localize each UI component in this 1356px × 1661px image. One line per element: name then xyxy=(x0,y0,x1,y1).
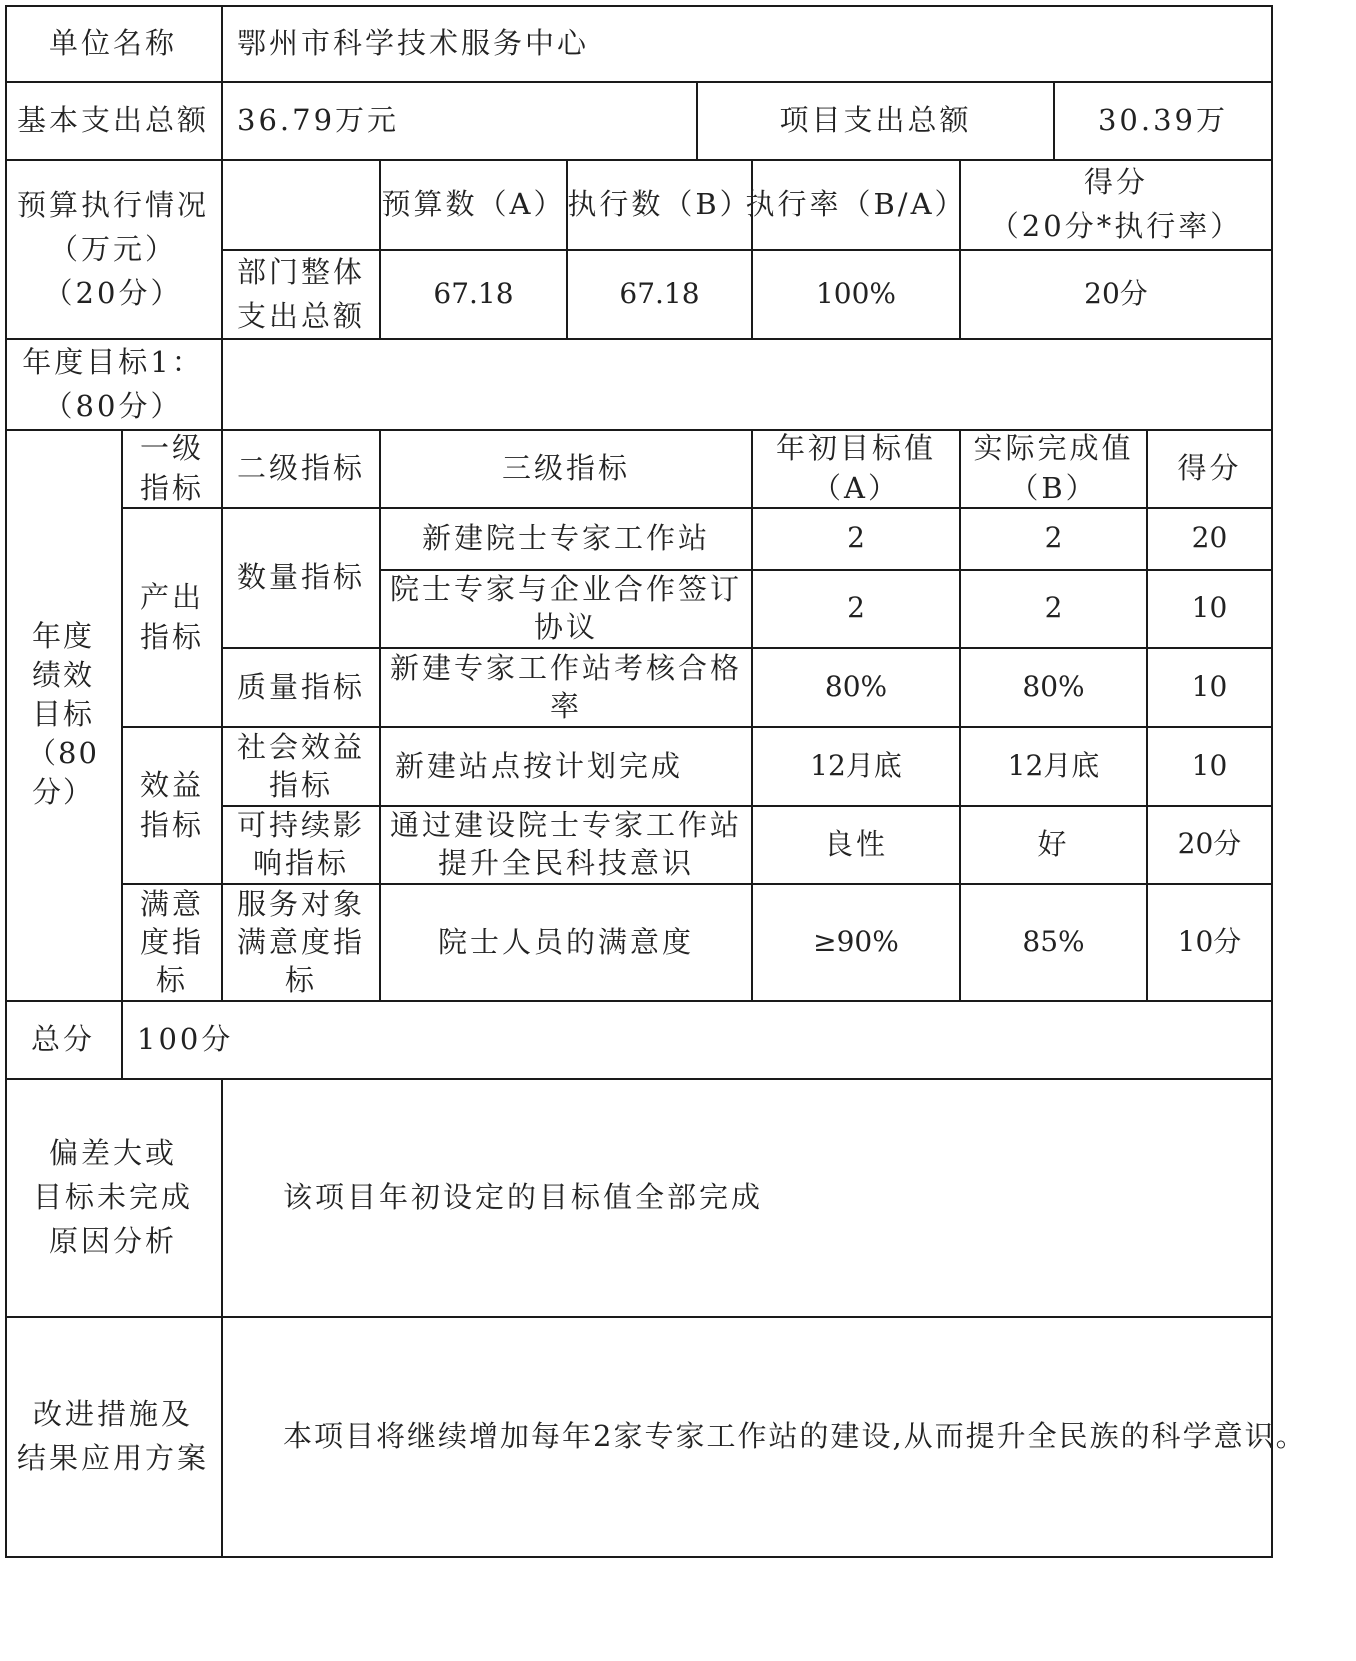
table-row-actual: 12月底 xyxy=(1007,748,1100,782)
budget-score-header: 得分 （20分*执行率） xyxy=(989,165,1243,243)
table-row-score: 10 xyxy=(1191,591,1228,624)
table-row-l3: 新建站点按计划完成 xyxy=(395,748,684,783)
deviation-analysis-label: 偏差大或 目标未完成 原因分析 xyxy=(32,1136,193,1258)
table-row-actual: 好 xyxy=(1037,827,1070,861)
table-row-target: 80% xyxy=(824,669,888,703)
table-row-target: 2 xyxy=(847,591,865,624)
level1-indicator-header: 一级 指标 xyxy=(139,431,204,505)
budget-amount-header: 预算数（A） xyxy=(381,187,566,221)
unit-name-label: 单位名称 xyxy=(48,26,177,60)
target-value-header: 年初目标值 （A） xyxy=(775,431,936,505)
social-benefit-indicator: 社会效益 指标 xyxy=(236,729,365,802)
benefit-indicator-group: 效益 指标 xyxy=(139,767,204,842)
table-row-target: 良性 xyxy=(823,827,888,861)
budget-amount-value: 67.18 xyxy=(433,276,514,310)
table-row-score: 20分 xyxy=(1177,827,1242,860)
table-row-target: 2 xyxy=(847,521,865,554)
level3-indicator-header: 三级指标 xyxy=(501,451,630,485)
table-row-score: 10 xyxy=(1191,748,1228,782)
table-row-l3: 院士专家与企业合作签订 协议 xyxy=(389,572,742,644)
deviation-analysis-value: 该项目年初设定的目标值全部完成 xyxy=(283,1180,764,1214)
annual-performance-goal-label: 年度 绩效 目标 （80 分） xyxy=(27,619,99,809)
quality-indicator: 质量指标 xyxy=(236,669,365,704)
table-row-target: ≥90% xyxy=(813,924,899,958)
output-indicator-group: 产出 指标 xyxy=(139,579,204,654)
table-row-l3: 新建院士专家工作站 xyxy=(421,521,710,555)
total-score-value: 100分 xyxy=(137,1022,234,1056)
execution-amount-value: 67.18 xyxy=(619,276,700,310)
score-header: 得分 xyxy=(1177,451,1242,485)
budget-score-value: 20分 xyxy=(1084,276,1148,310)
table-row-actual: 2 xyxy=(1044,591,1063,624)
table-row-score: 10 xyxy=(1191,669,1228,703)
quantity-indicator: 数量指标 xyxy=(236,560,365,594)
service-satisfaction-indicator: 服务对象 满意度指 标 xyxy=(236,886,365,997)
sustainability-indicator: 可持续影 响指标 xyxy=(236,808,365,880)
total-score-label: 总分 xyxy=(30,1022,95,1056)
department-total-label: 部门整体 支出总额 xyxy=(236,254,365,333)
project-expenditure-value: 30.39万 xyxy=(1097,103,1229,137)
table-row-score: 20 xyxy=(1191,521,1228,554)
table-row-target: 12月底 xyxy=(810,748,902,782)
basic-expenditure-label: 基本支出总额 xyxy=(16,103,209,137)
table-row-l3: 新建专家工作站考核合格 率 xyxy=(389,650,742,723)
unit-name-value: 鄂州市科学技术服务中心 xyxy=(237,26,590,60)
budget-execution-label: 预算执行情况 （万元） （20分） xyxy=(16,187,209,310)
level2-indicator-header: 二级指标 xyxy=(236,451,365,485)
table-row-l3: 院士人员的满意度 xyxy=(437,924,694,959)
basic-expenditure-value: 36.79万元 xyxy=(237,103,400,137)
table-row-actual: 85% xyxy=(1022,924,1085,958)
execution-rate-header: 执行率（B/A） xyxy=(745,187,967,221)
execution-amount-header: 执行数（B） xyxy=(567,187,752,221)
table-row-score: 10分 xyxy=(1177,924,1242,958)
annual-goal-label: 年度目标1： （80分） xyxy=(22,344,204,423)
execution-rate-value: 100% xyxy=(815,276,897,310)
actual-value-header: 实际完成值 （B） xyxy=(973,431,1134,505)
table-row-actual: 2 xyxy=(1044,521,1063,554)
annual-goal-value xyxy=(223,338,1271,429)
satisfaction-indicator-group: 满意 度指 标 xyxy=(139,886,204,997)
improvement-plan-value: 本项目将继续增加每年2家专家工作站的建设,从而提升全民族的科学意识。 xyxy=(283,1419,1307,1453)
table-row-l3: 通过建设院士专家工作站 提升全民科技意识 xyxy=(389,808,742,880)
improvement-plan-label: 改进措施及 结果应用方案 xyxy=(16,1397,209,1475)
project-expenditure-label: 项目支出总额 xyxy=(779,103,972,137)
table-row-actual: 80% xyxy=(1022,669,1085,703)
